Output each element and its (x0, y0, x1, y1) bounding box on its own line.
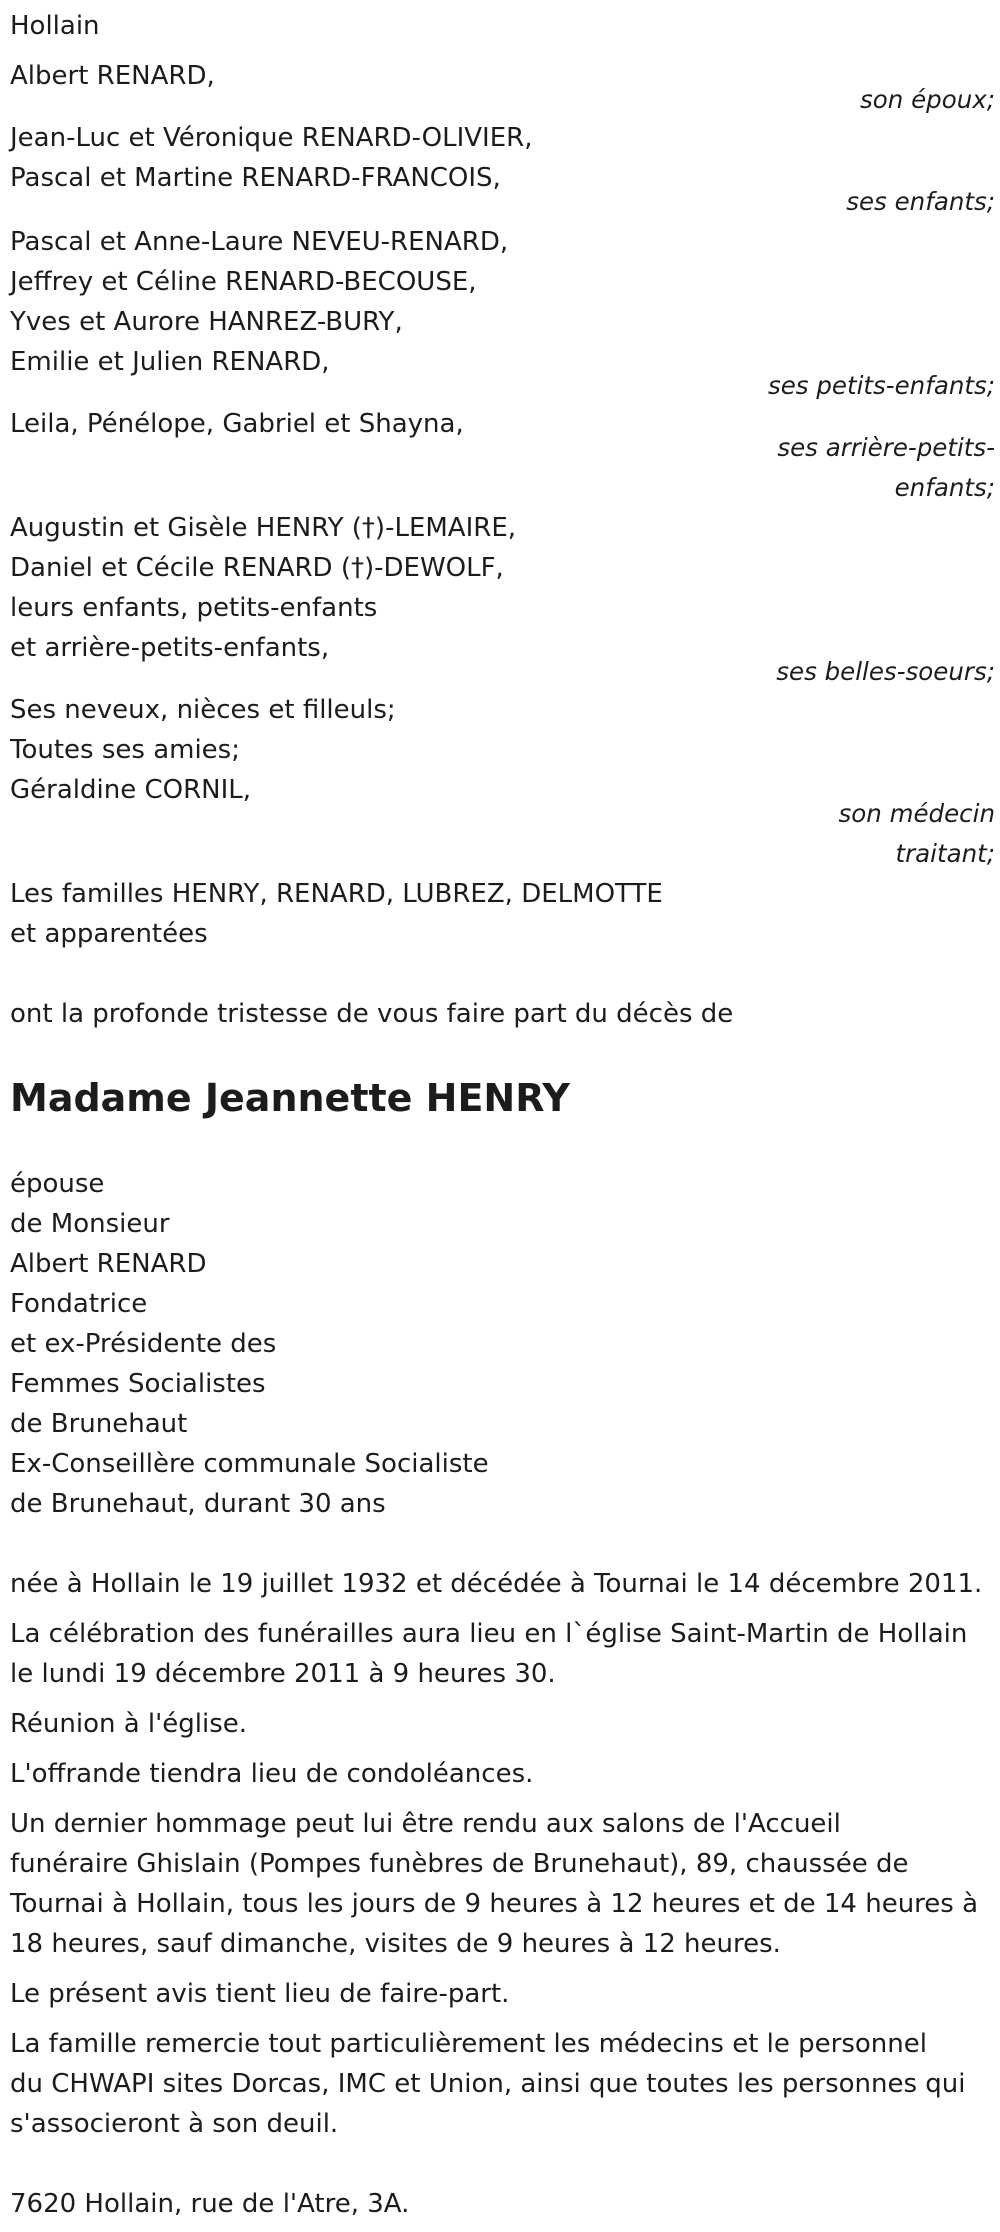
birth-death-dates: née à Hollain le 19 juillet 1932 et décédée à Tournai le 14 décembre 2011. (10, 1569, 983, 1599)
sibling-in-law-name: et arrière-petits-enfants, (10, 633, 330, 663)
sibling-in-law-name: leurs enfants, petits-enfants (10, 593, 378, 623)
title-line: de Brunehaut (10, 1409, 188, 1439)
funeral-info: le lundi 19 décembre 2011 à 9 heures 30. (10, 1659, 556, 1689)
great-grandchildren-role: enfants; (894, 473, 995, 502)
notice-line: Le présent avis tient lieu de faire-part. (10, 1979, 510, 2009)
title-line: Ex-Conseillère communale Socialiste (10, 1449, 489, 1479)
sisters-in-law-role: ses belles-soeurs; (776, 657, 995, 686)
great-grandchildren-names: Leila, Pénélope, Gabriel et Shayna, (10, 409, 464, 439)
doctor-role: son médecin (838, 799, 995, 828)
tribute-info: 18 heures, sauf dimanche, visites de 9 heures à 12 heures. (10, 1929, 781, 1959)
title-line: de Monsieur (10, 1209, 170, 1239)
child-name: Jean-Luc et Véronique RENARD-OLIVIER, (10, 123, 533, 153)
doctor-role: traitant; (895, 839, 995, 868)
meeting-info: Réunion à l'église. (10, 1709, 248, 1739)
families-line: et apparentées (10, 919, 208, 949)
other-relatives: Ses neveux, nièces et filleuls; (10, 695, 396, 725)
deceased-name: Madame Jeannette HENRY (10, 1076, 570, 1120)
spouse-name: Albert RENARD, (10, 61, 215, 91)
grandchild-name: Jeffrey et Céline RENARD-BECOUSE, (10, 267, 477, 297)
other-relatives: Toutes ses amies; (10, 735, 240, 765)
children-role: ses enfants; (846, 187, 995, 216)
announcement: ont la profonde tristesse de vous faire part du décès de (10, 999, 734, 1029)
funeral-info: La célébration des funérailles aura lieu en l`église Saint-Martin de Hollain (10, 1619, 968, 1649)
place-heading: Hollain (10, 11, 100, 41)
other-relatives: Géraldine CORNIL, (10, 775, 252, 805)
grandchild-name: Pascal et Anne-Laure NEVEU-RENARD, (10, 227, 509, 257)
sibling-in-law-name: Augustin et Gisèle HENRY (†)-LEMAIRE, (10, 513, 517, 543)
title-line: épouse (10, 1169, 105, 1199)
grandchild-name: Yves et Aurore HANREZ-BURY, (10, 307, 403, 337)
great-grandchildren-role: ses arrière-petits- (777, 433, 995, 462)
families-line: Les familles HENRY, RENARD, LUBREZ, DELMOTTE (10, 879, 663, 909)
child-name: Pascal et Martine RENARD-FRANCOIS, (10, 163, 501, 193)
title-line: de Brunehaut, durant 30 ans (10, 1489, 386, 1519)
tribute-info: Un dernier hommage peut lui être rendu aux salons de l'Accueil (10, 1809, 841, 1839)
title-line: Femmes Socialistes (10, 1369, 266, 1399)
title-line: Albert RENARD (10, 1249, 207, 1279)
grandchildren-role: ses petits-enfants; (767, 371, 995, 400)
offering-info: L'offrande tiendra lieu de condoléances. (10, 1759, 534, 1789)
tribute-info: funéraire Ghislain (Pompes funèbres de Brunehaut), 89, chaussée de (10, 1849, 909, 1879)
title-line: et ex-Présidente des (10, 1329, 277, 1359)
tribute-info: Tournai à Hollain, tous les jours de 9 heures à 12 heures et de 14 heures à (10, 1889, 979, 1919)
spouse-role: son époux; (860, 85, 995, 114)
title-line: Fondatrice (10, 1289, 148, 1319)
thanks-line: du CHWAPI sites Dorcas, IMC et Union, ainsi que toutes les personnes qui (10, 2069, 966, 2099)
thanks-line: s'associeront à son deuil. (10, 2109, 339, 2139)
grandchild-name: Emilie et Julien RENARD, (10, 347, 330, 377)
sibling-in-law-name: Daniel et Cécile RENARD (†)-DEWOLF, (10, 553, 504, 583)
thanks-line: La famille remercie tout particulièrement les médecins et le personnel (10, 2029, 927, 2059)
address-line: 7620 Hollain, rue de l'Atre, 3A. (10, 2189, 410, 2219)
